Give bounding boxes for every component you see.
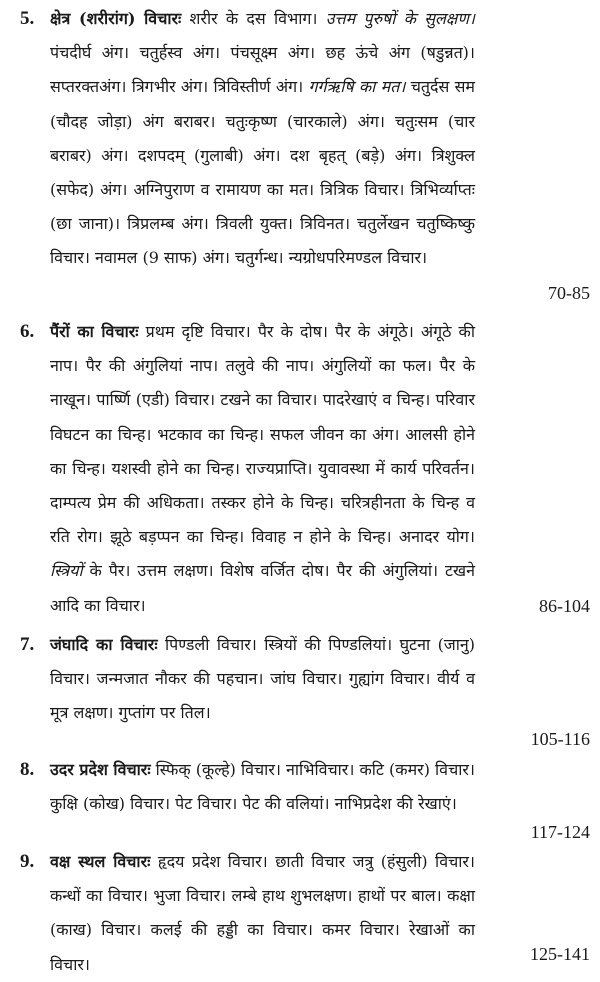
entry-heading: उदर प्रदेश विचारः [50, 760, 151, 779]
entry-segment-italic: उत्तम पुरुषों के सुलक्षण। [325, 9, 475, 28]
entry-segment: हृदय प्रदेश विचार। छाती विचार जत्रु (हंसुली) विचार। कन्धों का विचार। भुजा विचार। लम्बे हाथ शुभलक्षण। हाथों पर बाल। कक्षा (काख) विचार। कलई की हड्डी का विचार। कमर विचार। रेखाओं का विचार। [50, 852, 475, 974]
entry-text [50, 753, 475, 821]
entry-number: 7. [20, 634, 35, 655]
entry-heading: वक्ष स्थल विचारः [50, 852, 151, 871]
entry-page-range: 125-141 [530, 944, 590, 964]
entry-page-range: 105-116 [530, 729, 590, 749]
entry-segment: चतुर्दस सम (चौदह जोड़ा) अंग बराबर। चतुःकृष्ण (चारकाले) अंग। चतुःसम (चार बराबर) अंग। दशपदम् (गुलाबी) अंग। दश बृहत् (बड़े) अंग। त्रिशुक्ल (सफेद) अंग। अग्निपुराण व रामायण का मत। त्रित्रिक विचार। त्रिभिर्व्याप्तः (छा जाना)। त्रिप्रलम्ब अंग। त्रिवली युक्त। त्रिविनत। चतुर्लेखन चतुष्किष्कु विचार। नवामल (9 साफ) अंग। चतुर्गन्ध। न्यग्रोधपरिमण्डल विचार। [50, 77, 475, 268]
entry-number: 5. [20, 8, 35, 29]
entry-segment: के पैर। उत्तम लक्षण। विशेष वर्जित दोष। पैर की अंगुलियां। टखने आदि का विचार। [50, 561, 475, 615]
entry-page-range: 86-104 [539, 596, 590, 616]
entry-heading: पैंरों का विचारः [50, 322, 139, 341]
entry-text [50, 2, 475, 276]
entry-text [50, 628, 475, 731]
entry-segment: पंचदीर्घ अंग। चतुर्हस्व अंग। पंचसूक्ष्म अंग। छह ऊंचे अंग (षडुन्नत)। सप्तरक्तअंग। त्रिगभीर अंग। त्रिविस्तीर्ण अंग। [50, 43, 475, 97]
entry-heading: क्षेत्र (शरीरांग) विचारः [50, 9, 182, 28]
entry-page-range: 117-124 [530, 822, 590, 842]
entry-number: 9. [20, 851, 35, 872]
entry-segment: स्फिक् (कूल्हे) विचार। नाभिविचार। कटि (कमर) विचार। कुक्षि (कोख) विचार। पेट विचार। पेट की वलियां। नाभिप्रदेश की रेखाएं। [50, 760, 475, 814]
entry-number: 8. [20, 759, 35, 780]
entry-text [50, 845, 475, 982]
entry-segment-italic: गर्गऋषि का मत। [308, 77, 406, 97]
entry-segment: पिण्डली विचार। स्त्रियों की पिण्डलियां। घुटना (जानु) विचार। जन्मजात नौकर की पहचान। जांघ विचार। गुह्यांग विचार। वीर्य व मूत्र लक्षण। गुप्तांग पर तिल। [50, 635, 475, 723]
entry-segment: शरीर के दस विभाग। [181, 9, 326, 28]
entry-text [50, 315, 475, 623]
entry-heading: जंघादि का विचारः [50, 635, 158, 654]
entry-segment-italic: स्त्रियों [50, 561, 83, 581]
entry-number: 6. [20, 321, 35, 342]
entry-page-range: 70-85 [548, 283, 590, 303]
entry-segment: प्रथम दृष्टि विचार। पैर के दोष। पैर के अंगूठे। अंगूठे की नाप। पैर की अंगुलियां नाप। तलुवे की नाप। अंगुलियों का फल। पैर के नाखून। पार्ष्णि (एडी) विचार। टखने का विचार। पादरेखाएं व चिन्ह। परिवार विघटन का चिन्ह। भटकाव का चिन्ह। सफल जीवन का अंग। आलसी होने का चिन्ह। यशस्वी होने का चिन्ह। राज्यप्राप्ति। युवावस्था में कार्य परिवर्तन। दाम्पत्य प्रेम की अधिकता। तस्कर होने के चिन्ह। चरित्रहीनता के चिन्ह व रति रोग। झूठे बड़प्पन का चिन्ह। विवाह न होने के चिन्ह। अनादर योग। [50, 322, 475, 547]
